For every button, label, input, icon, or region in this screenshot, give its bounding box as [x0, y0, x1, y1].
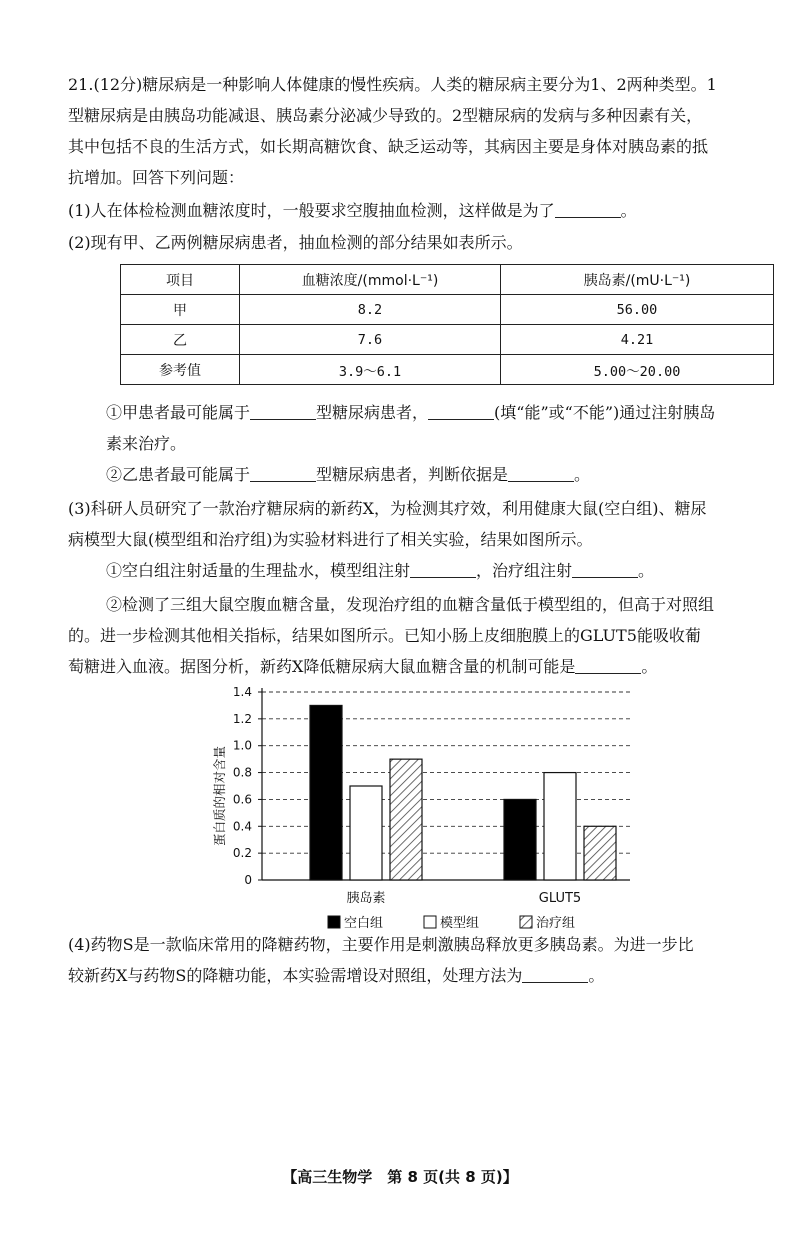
q3a-text-1: ①空白组注射适量的生理盐水，模型组注射	[106, 561, 411, 580]
legend-label: 空白组	[344, 916, 384, 930]
q3b-line-3	[68, 652, 778, 683]
q3b-line-2: 的。进一步检测其他相关指标，结果如图所示。已知小肠上皮细胞膜上的GLUT5能吸收葡	[68, 626, 701, 645]
bar-hatched	[584, 826, 616, 880]
q1-answer-blank[interactable]	[555, 199, 621, 218]
q3-line-2: 病模型大鼠(模型组和治疗组)为实验材料进行了相关实验，结果如图所示。	[68, 530, 593, 549]
table-header-cell: 胰岛素/(mU·L⁻¹)	[501, 265, 774, 295]
y-tick-label: 0.2	[232, 846, 252, 861]
bar-solid	[504, 799, 536, 880]
table-header-row	[121, 265, 774, 295]
q1-text: (1)人在体检检测血糖浓度时，一般要求空腹抽血检测，这样做是为了	[68, 201, 555, 220]
q3b-end: 。	[641, 657, 658, 676]
q2b-line	[106, 460, 778, 491]
q2a-line-2: 素来治疗。	[106, 434, 187, 453]
q3-line-1: (3)科研人员研究了一款治疗糖尿病的新药X，为检测其疗效，利用健康大鼠(空白组)、糖尿	[68, 499, 707, 518]
q2a-text-2: 型糖尿病患者，	[316, 403, 429, 422]
x-category-label: 胰岛素	[346, 891, 386, 906]
q2b-text-2: 型糖尿病患者，判断依据是	[316, 465, 509, 484]
q2a-can-blank[interactable]	[428, 401, 494, 420]
y-tick-label: 0	[244, 873, 252, 887]
y-tick-label: 0.6	[232, 792, 252, 807]
legend-label: 治疗组	[536, 916, 576, 930]
table-cell: 4.21	[501, 325, 774, 355]
q3b-text: 萄糖进入血液。据图分析，新药X降低糖尿病大鼠血糖含量的机制可能是	[68, 657, 576, 676]
q4-line-2	[68, 961, 778, 992]
y-tick-label: 0.4	[232, 819, 252, 834]
table-cell: 7.6	[240, 325, 501, 355]
q2a-line-1	[106, 398, 778, 429]
q3a-text-2: ，治疗组注射	[476, 561, 573, 580]
q2b-reason-blank[interactable]	[508, 463, 574, 482]
q1-line	[68, 196, 778, 227]
table-cell: 3.9～6.1	[240, 355, 501, 385]
patient-data-table	[120, 264, 774, 385]
q4-end: 。	[588, 966, 605, 985]
question-intro-line-3: 其中包括不良的生活方式，如长期高糖饮食、缺乏运动等，其病因主要是身体对胰岛素的抵	[68, 137, 709, 156]
page-footer: 【高三生物学 第 8 页(共 8 页)】	[282, 1168, 518, 1186]
q4-method-blank[interactable]	[522, 964, 588, 983]
table-cell: 乙	[121, 325, 240, 355]
q2a-text-3: (填“能”或“不能”)通过注射胰岛	[494, 403, 716, 422]
q3a-end: 。	[638, 561, 655, 580]
q3a-model-blank[interactable]	[410, 559, 476, 578]
x-category-label: GLUT5	[538, 891, 582, 906]
q4-line-1: (4)药物S是一款临床常用的降糖药物，主要作用是刺激胰岛释放更多胰岛素。为进一步比	[68, 935, 694, 954]
table-cell: 甲	[121, 295, 240, 325]
y-axis-label: 蛋白质的相对含量	[212, 745, 227, 847]
q2-intro: (2)现有甲、乙两例糖尿病患者，抽血检测的部分结果如表所示。	[68, 233, 523, 252]
q3a-line	[106, 556, 778, 587]
question-intro-line-2: 型糖尿病是由胰岛功能减退、胰岛素分泌减少导致的。2型糖尿病的发病与多种因素有关，	[68, 106, 703, 125]
question-intro-line-1: 21.(12分)糖尿病是一种影响人体健康的慢性疾病。人类的糖尿病主要分为1、2两种类型。1	[68, 75, 717, 94]
q1-end: 。	[620, 201, 637, 220]
y-tick-label: 1.2	[232, 711, 252, 726]
table-header-cell: 项目	[121, 265, 240, 295]
q3b-mechanism-blank[interactable]	[575, 655, 641, 674]
table-cell: 8.2	[240, 295, 501, 325]
q2b-text-1: ②乙患者最可能属于	[106, 465, 251, 484]
table-row	[121, 325, 774, 355]
table-cell: 5.00～20.00	[501, 355, 774, 385]
table-cell: 参考值	[121, 355, 240, 385]
table-cell: 56.00	[501, 295, 774, 325]
protein-bar-chart	[200, 680, 640, 930]
q2b-type-blank[interactable]	[250, 463, 316, 482]
y-tick-label: 1.4	[232, 685, 252, 699]
q2b-end: 。	[574, 465, 591, 484]
question-intro-line-4: 抗增加。回答下列问题：	[68, 168, 245, 187]
table-row	[121, 355, 774, 385]
legend-swatch	[424, 916, 436, 928]
legend-label: 模型组	[440, 916, 480, 930]
q3a-treat-blank[interactable]	[572, 559, 638, 578]
q2a-text-1: ①甲患者最可能属于	[106, 403, 251, 422]
q2a-type-blank[interactable]	[250, 401, 316, 420]
table-row	[121, 295, 774, 325]
legend-swatch	[328, 916, 340, 928]
bar-hatched	[390, 759, 422, 880]
bar-empty	[350, 786, 382, 880]
q3b-line-1: ②检测了三组大鼠空腹血糖含量，发现治疗组的血糖含量低于模型组的，但高于对照组	[106, 595, 715, 614]
q4-text: 较新药X与药物S的降糖功能，本实验需增设对照组，处理方法为	[68, 966, 523, 985]
y-tick-label: 1.0	[232, 738, 252, 753]
bar-solid	[310, 705, 342, 880]
bar-empty	[544, 773, 576, 880]
legend-swatch	[520, 916, 532, 928]
y-tick-label: 0.8	[232, 765, 252, 780]
table-header-cell: 血糖浓度/(mmol·L⁻¹)	[240, 265, 501, 295]
